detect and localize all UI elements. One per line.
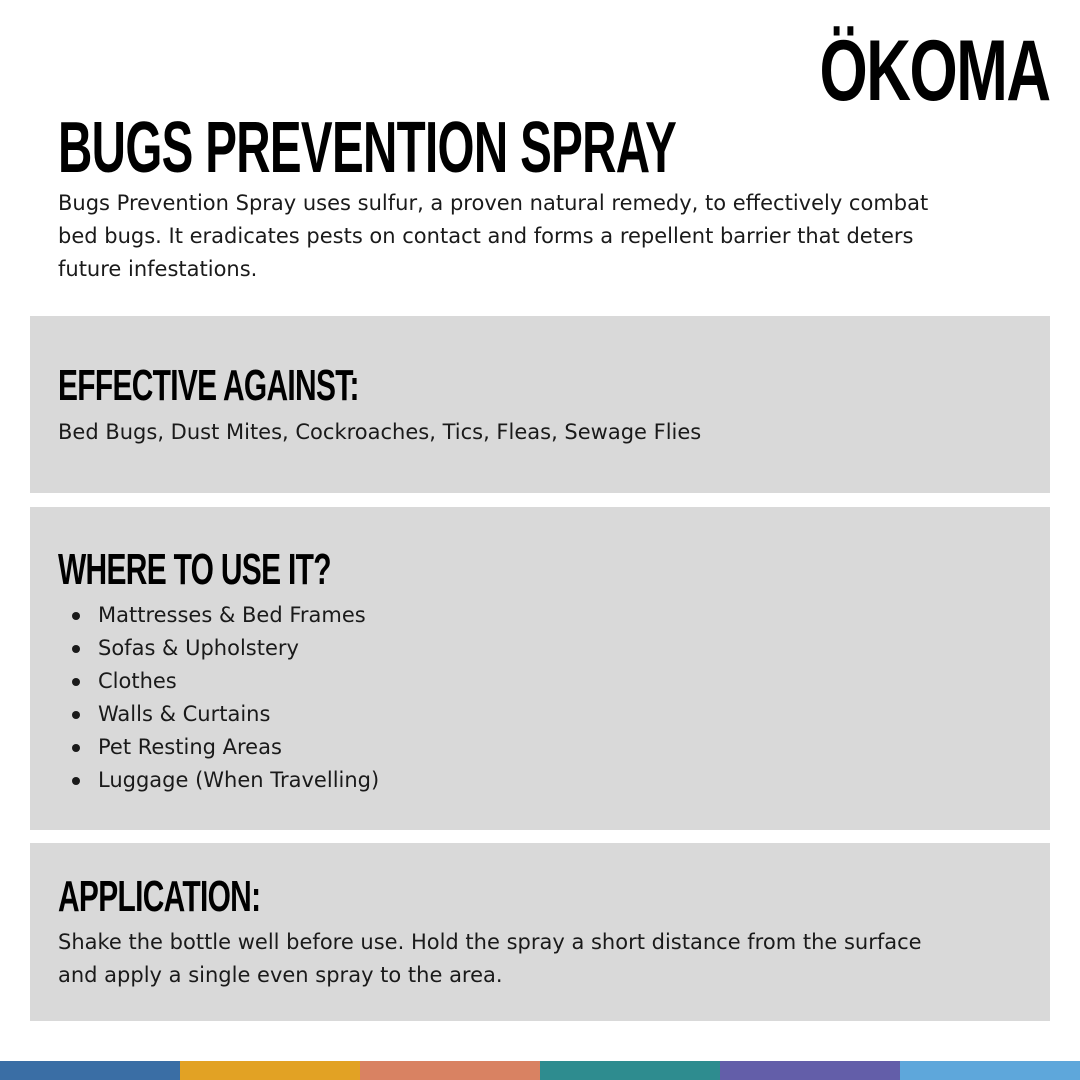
bullet-icon — [72, 711, 80, 719]
application-heading: APPLICATION: — [58, 872, 261, 921]
effective-against-text: Bed Bugs, Dust Mites, Cockroaches, Tics, Fleas, Sewage Flies — [58, 420, 702, 444]
color-segment — [180, 1061, 360, 1080]
color-segment — [540, 1061, 720, 1080]
application-panel — [30, 843, 1050, 1021]
list-item: Mattresses & Bed Frames — [98, 599, 379, 632]
color-segment — [720, 1061, 900, 1080]
bullet-icon — [72, 612, 80, 620]
where-to-use-heading: WHERE TO USE IT? — [58, 545, 331, 594]
list-item: Sofas & Upholstery — [98, 632, 379, 665]
effective-against-heading: EFFECTIVE AGAINST: — [58, 361, 359, 410]
application-text: Shake the bottle well before use. Hold the spray a short distance from the surface and apply a single even spray to the area. — [58, 930, 922, 987]
where-to-use-panel — [30, 507, 1050, 830]
list-item: Luggage (When Travelling) — [98, 764, 379, 797]
brand-logo: ÖKOMA — [819, 23, 1050, 119]
list-item: Clothes — [98, 665, 379, 698]
bullet-icon — [72, 678, 80, 686]
page-title: BUGS PREVENTION SPRAY — [58, 108, 677, 188]
where-to-use-list — [98, 599, 379, 797]
color-segment — [0, 1061, 180, 1080]
bullet-icon — [72, 645, 80, 653]
effective-against-panel — [30, 316, 1050, 493]
bullet-icon — [72, 777, 80, 785]
color-stripe-bar — [0, 1061, 1080, 1080]
color-segment — [900, 1061, 1080, 1080]
intro-paragraph: Bugs Prevention Spray uses sulfur, a proven natural remedy, to effectively combat bed bugs. It eradicates pests on contact and forms a repellent barrier that deters future infestations. — [58, 191, 929, 281]
bullet-icon — [72, 744, 80, 752]
list-item: Pet Resting Areas — [98, 731, 379, 764]
list-item: Walls & Curtains — [98, 698, 379, 731]
color-segment — [360, 1061, 540, 1080]
